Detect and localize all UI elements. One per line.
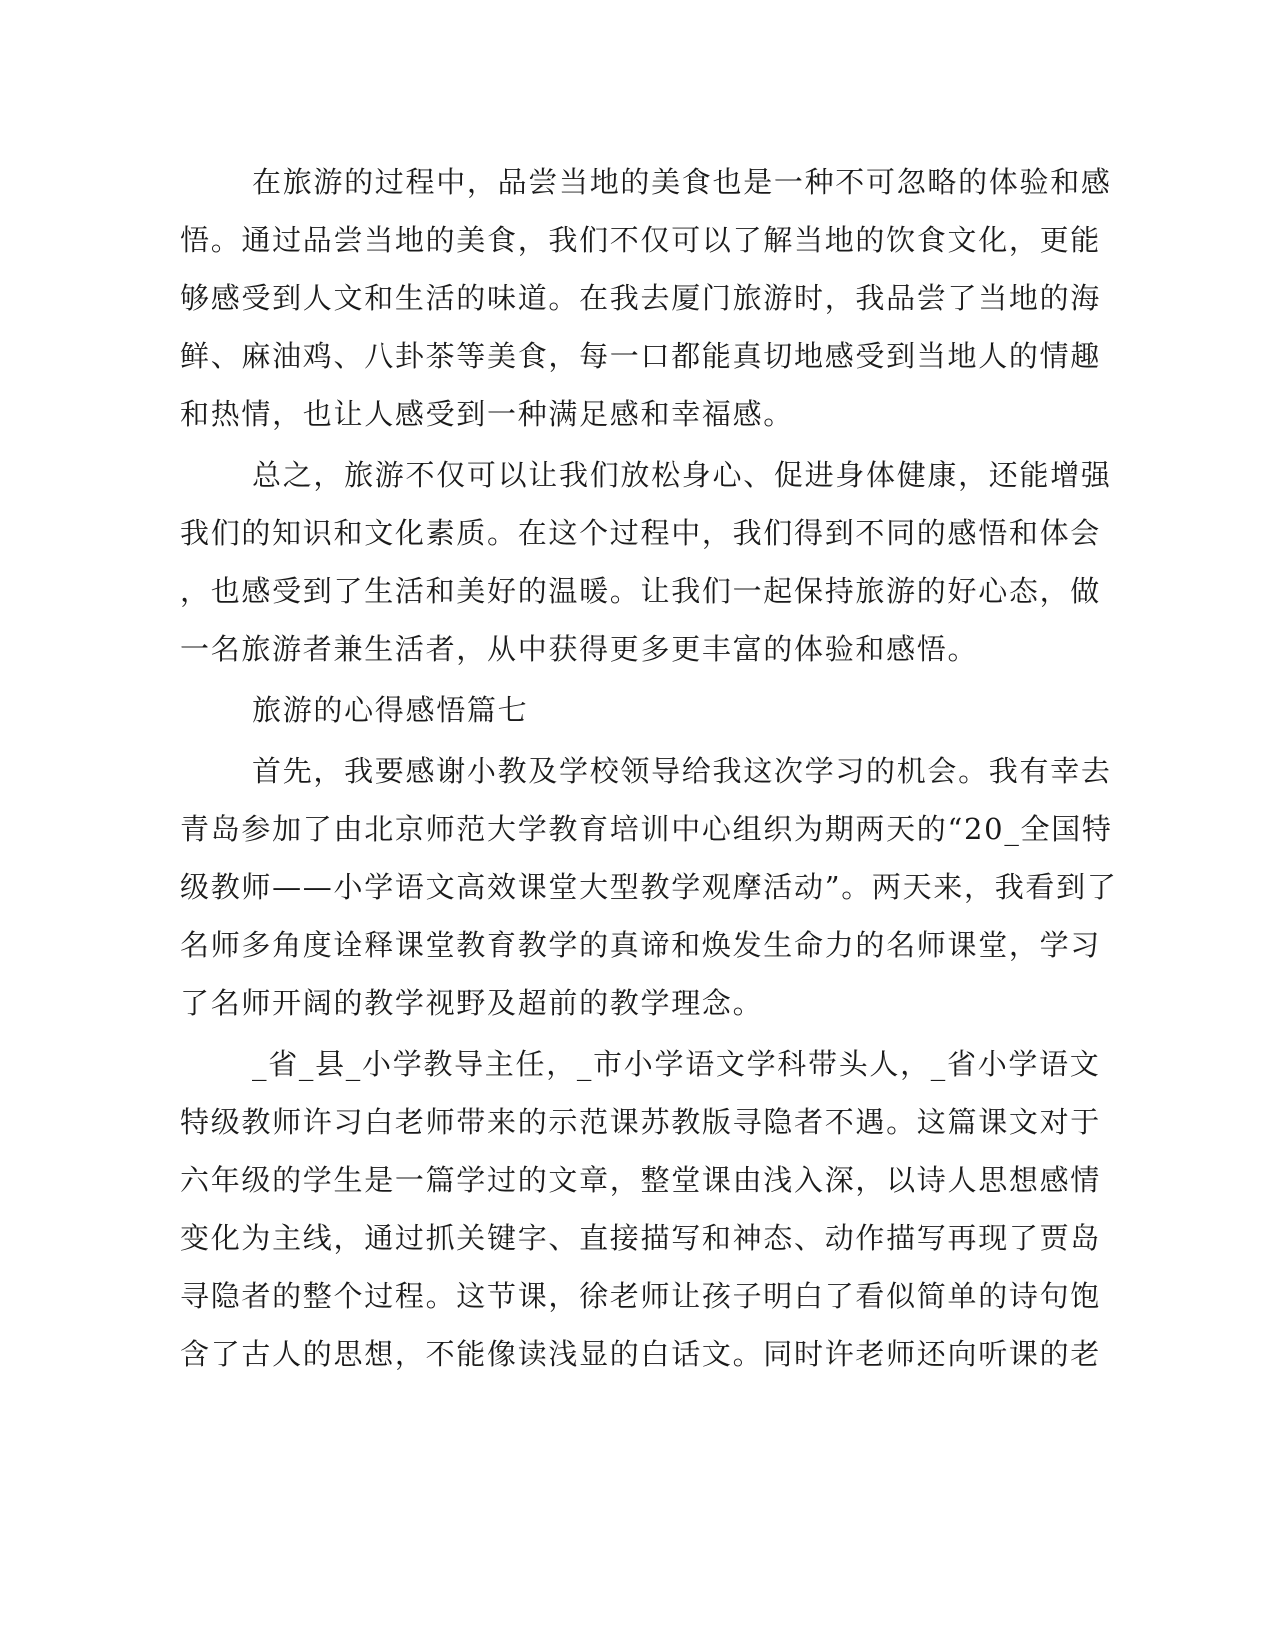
text-line: 首先，我要感谢小教及学校领导给我这次学习的机会。我有幸去 [252,754,1112,788]
text-line: 寻隐者的整个过程。这节课，徐老师让孩子明白了看似简单的诗句饱 [180,1279,1102,1313]
text-line: 了名师开阔的教学视野及超前的教学理念。 [180,986,764,1020]
text-line: 级教师——小学语文高效课堂大型教学观摩活动”。两天来，我看到了 [180,870,1118,904]
text-line: 青岛参加了由北京师范大学教育培训中心组织为期两天的“20_全国特 [180,812,1113,846]
text-line: 总之，旅游不仅可以让我们放松身心、促进身体健康，还能增强 [252,458,1112,492]
text-line: 在旅游的过程中，品尝当地的美食也是一种不可忽略的体验和感 [252,165,1112,199]
text-line: 特级教师许习白老师带来的示范课苏教版寻隐者不遇。这篇课文对于 [180,1105,1102,1139]
section-heading: 旅游的心得感悟篇七 [252,693,529,727]
text-line: 六年级的学生是一篇学过的文章，整堂课由浅入深，以诗人思想感情 [180,1163,1102,1197]
text-line: ，也感受到了生活和美好的温暖。让我们一起保持旅游的好心态，做 [180,574,1102,608]
text-line: 我们的知识和文化素质。在这个过程中，我们得到不同的感悟和体会 [180,516,1102,550]
text-line: 鲜、麻油鸡、八卦茶等美食，每一口都能真切地感受到当地人的情趣 [180,339,1102,373]
text-line: 和热情，也让人感受到一种满足感和幸福感。 [180,397,795,431]
text-line: 含了古人的思想，不能像读浅显的白话文。同时许老师还向听课的老 [180,1337,1102,1371]
text-line: _省_县_小学教导主任，_市小学语文学科带头人，_省小学语文 [252,1047,1101,1081]
text-line: 够感受到人文和生活的味道。在我去厦门旅游时，我品尝了当地的海 [180,281,1102,315]
text-line: 悟。通过品尝当地的美食，我们不仅可以了解当地的饮食文化，更能 [180,223,1102,257]
text-line: 名师多角度诠释课堂教育教学的真谛和焕发生命力的名师课堂，学习 [180,928,1102,962]
text-line: 变化为主线，通过抓关键字、直接描写和神态、动作描写再现了贾岛 [180,1221,1102,1255]
text-line: 一名旅游者兼生活者，从中获得更多更丰富的体验和感悟。 [180,632,979,666]
